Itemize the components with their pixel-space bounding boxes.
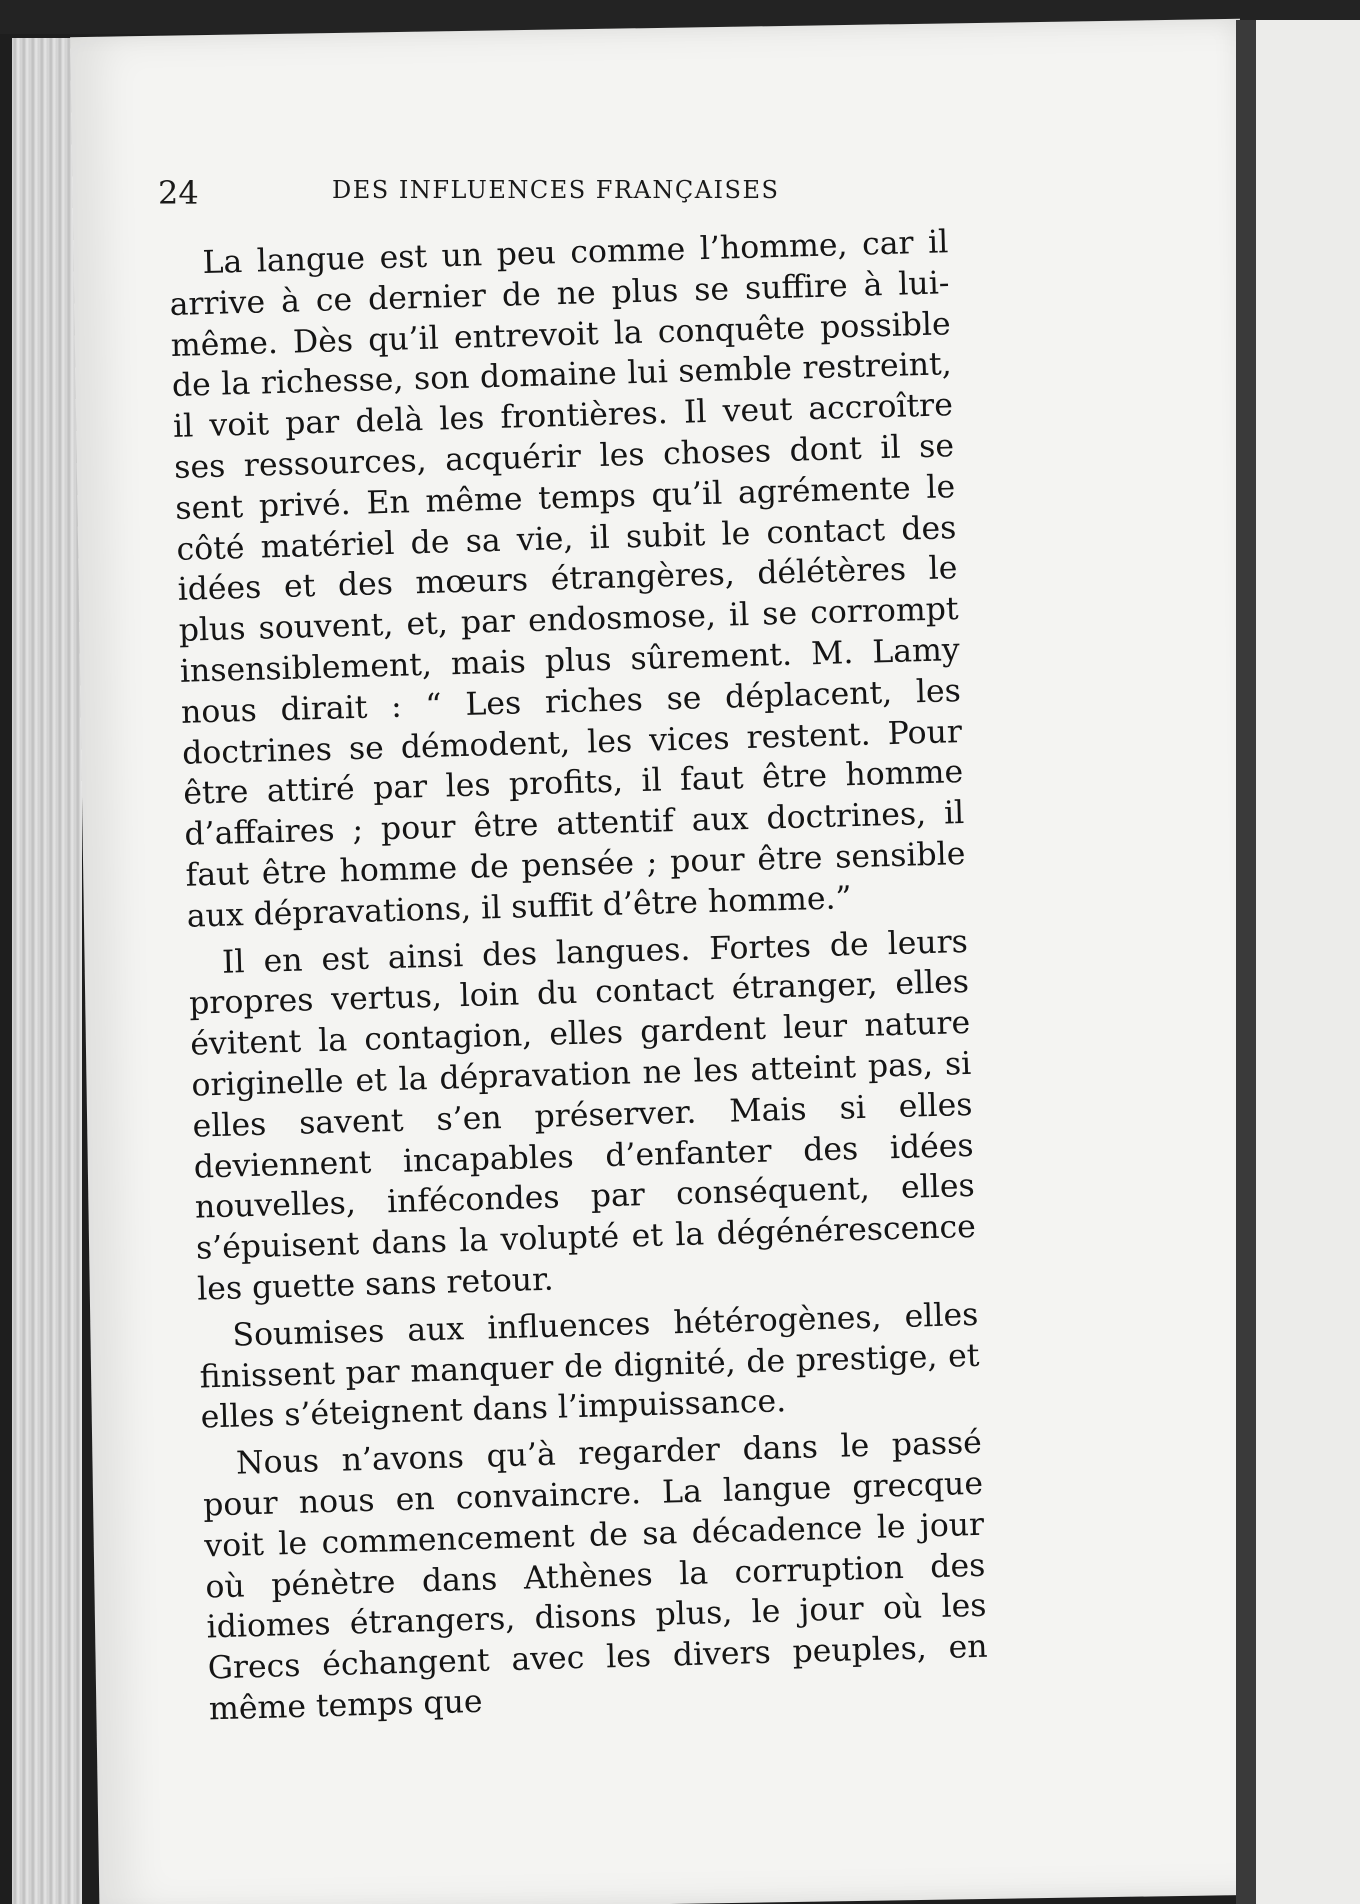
paragraph-4: Nous n’avons qu’à regarder dans le passé pour nous en convaincre. La langue grecque voit le commencement de sa décadence le jour où pénètre dans Athènes la corruption des idiomes étrangers, disons plus, le jour où les Grecs échangent avec les divers peuples, en même temps que [202,1424,988,1728]
paragraph-3: Soumises aux influences hétérogènes, elles finissent par manquer de dignité, de prestige, et elles s’éteignent dans l’impuissance. [199,1296,980,1436]
body-text [168,222,989,1730]
running-title: DES INFLUENCES FRANÇAISES [332,176,780,204]
page-header [158,160,938,220]
facing-page [1256,20,1360,1904]
paragraph-2: Il en est ainsi des langues. Fortes de leurs propres vertus, loin du contact étranger, elles évitent la contagion, elles gardent leur nature originelle et la dépravation ne les atteint pas, si elles savent s’en préserver. Mais si elles deviennent incapables d’enfanter des idées nouvelles, infécondes par conséquent, elles s’épuisent dans la volupté et la dégénérescence les guette sans retour. [188,923,977,1308]
paragraph-1: La langue est un peu comme l’homme, car il arrive à ce dernier de ne plus se suffire à lui-même. Dès qu’il entrevoit la conquête possible de la richesse, son domaine lui semble restreint, il voit par delà les frontières. Il veut accroître ses ressources, acquérir les choses dont il se sent privé. En même temps qu’il agrémente le côté matériel de sa vie, il subit le contact des idées et des mœurs étrangères, délétères le plus souvent, et, par endosmose, il se corrompt insensiblement, mais plus sûrement. M. Lamy nous dirait : “ Les riches se déplacent, les doctrines se démodent, les vices restent. Pour être attiré par les profits, il faut être homme d’affaires ; pour être attentif aux doctrines, il faut être homme de pensée ; pour être sensible aux dépravations, il suffit d’être homme.” [169,224,966,935]
book-gutter [1236,20,1258,1904]
page-number: 24 [158,174,199,212]
page-edges [12,38,82,1904]
